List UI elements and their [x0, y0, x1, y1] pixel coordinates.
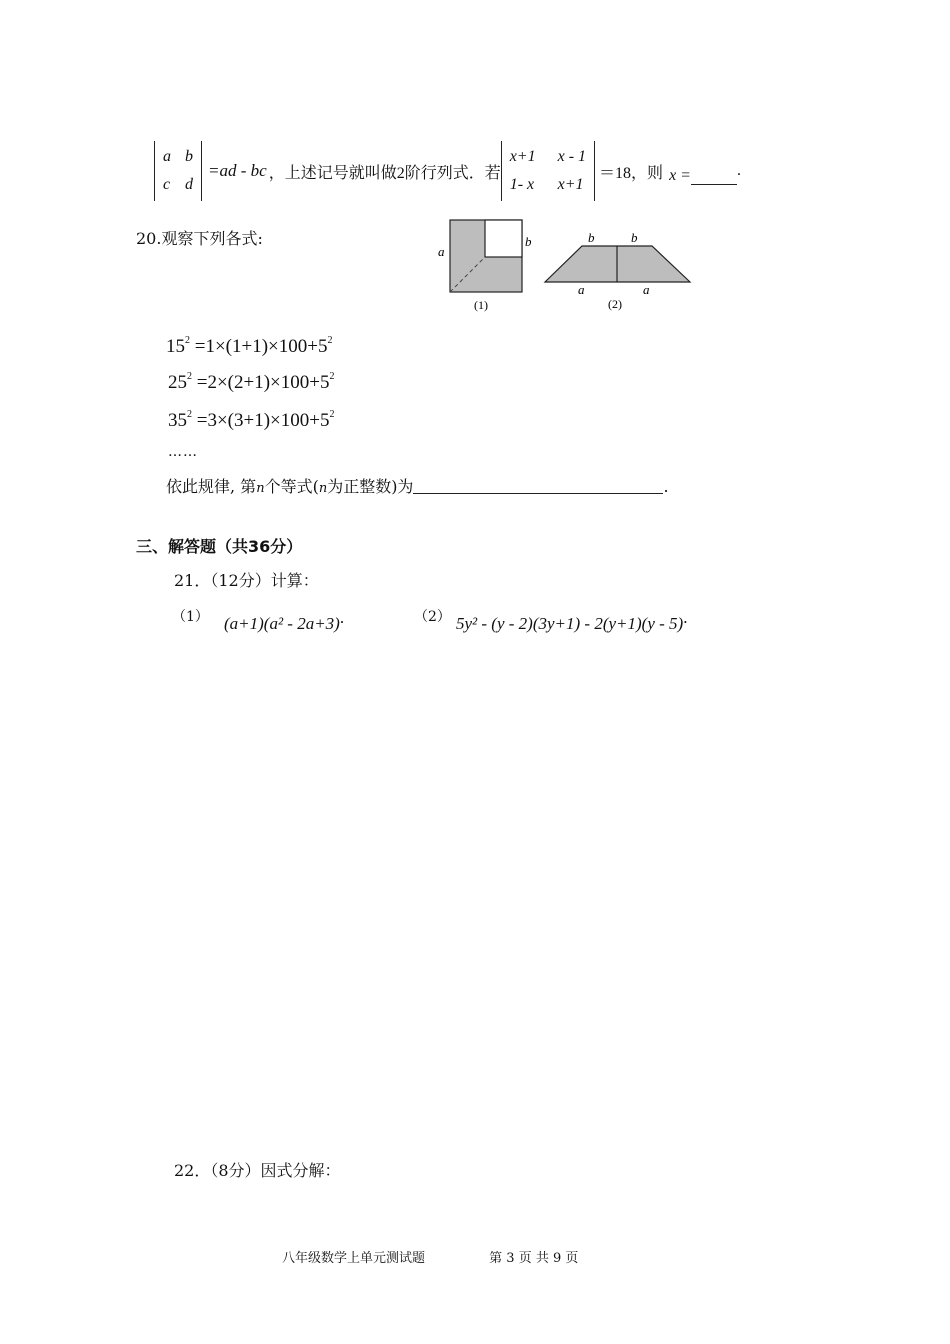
q21-part1-end: . [339, 608, 345, 627]
eq2-base: 25 [168, 372, 187, 393]
eq3-sup: 2 [187, 409, 192, 420]
q20-label: 20.观察下列各式: [136, 229, 263, 248]
fig2-label-a1: a [578, 282, 585, 297]
fig2-label-b2: b [631, 230, 638, 245]
q20-rule-end: . [663, 477, 669, 496]
q21-label: 21．（12分）计算： [174, 571, 319, 590]
equation-1 [166, 335, 332, 358]
eq2-rest: =2×(2+1)×100+5 [196, 372, 330, 393]
det-small-r2c1: c [163, 176, 171, 193]
q20-answer-blank[interactable] [413, 477, 663, 494]
det-small-r1c1: a [163, 148, 171, 165]
q20-rule-line [166, 474, 669, 497]
determinant-small [154, 141, 202, 201]
q21-part1-num: （1） [172, 609, 209, 625]
q19-line [154, 143, 741, 199]
footer [282, 1247, 578, 1266]
eq2-sup2: 2 [329, 371, 335, 382]
fig1-caption: (1) [474, 298, 488, 312]
eq1-base: 15 [166, 336, 185, 357]
fig2-label-b1: b [588, 230, 595, 245]
fig2-label-a2: a [643, 282, 650, 297]
eq2-sup: 2 [187, 371, 192, 382]
q21-part1-expr [224, 608, 345, 634]
q21-part2-expr [456, 608, 688, 634]
q19-answer-blank[interactable] [691, 166, 737, 185]
eq3-rest: =3×(3+1)×100+5 [196, 410, 330, 431]
figure-2 [540, 228, 700, 314]
q20-rule-n: n [256, 481, 265, 496]
footer-title: 八年级数学上单元测试题 [282, 1251, 426, 1266]
det-big-r1c1: x+1 [509, 148, 536, 165]
q22-label: 22．（8分）因式分解： [174, 1161, 341, 1180]
equation-3 [168, 409, 334, 432]
figure-1 [430, 216, 540, 316]
q20-rule-b: 个等式( [264, 477, 319, 496]
q21-part1-expression: (a+1)(a² - 2a+3) [224, 614, 340, 633]
footer-page: 第 3 页 共 9 页 [489, 1251, 579, 1266]
det-big-r1c2: x - 1 [557, 148, 587, 165]
q21-part2-end: . [683, 608, 688, 627]
q20-rule-n2: n [318, 481, 328, 496]
q21-part2-num: （2） [414, 609, 451, 625]
fig2-caption: (2) [608, 297, 622, 311]
det-small-r1c2: b [185, 148, 193, 165]
fig1-label-a: a [438, 244, 445, 259]
eq1-sup: 2 [185, 335, 190, 346]
det-big-r2c2: x+1 [557, 176, 584, 193]
eq3-sup2: 2 [329, 409, 335, 420]
fig1-inner-square [485, 220, 522, 257]
q19-equals: ＝18，则 [599, 164, 664, 182]
q20-ellipsis: …… [168, 444, 198, 460]
q20-rule-c: 为正整数)为 [327, 477, 414, 496]
determinant-formula: =ad - bc [208, 161, 267, 180]
q19-end: . [736, 162, 741, 179]
eq1-rest: =1×(1+1)×100+5 [194, 336, 328, 357]
eq1-sup2: 2 [327, 335, 333, 346]
det-big-r2c1: 1- x [509, 176, 535, 193]
determinant-big [501, 141, 595, 201]
fig1-label-b: b [525, 234, 532, 249]
equation-2 [168, 371, 334, 394]
q20-rule-a: 依此规律, 第 [166, 477, 257, 496]
q19-var: x = [669, 167, 691, 184]
eq3-base: 35 [168, 410, 187, 431]
section-3-title: 三、解答题（共36分） [136, 537, 303, 556]
q19-text-mid: ，上述记号就叫做2阶行列式．若 [268, 164, 501, 182]
det-small-r2c2: d [185, 176, 193, 193]
q21-part2-expression: 5y² - (y - 2)(3y+1) - 2(y+1)(y - 5) [456, 614, 684, 633]
